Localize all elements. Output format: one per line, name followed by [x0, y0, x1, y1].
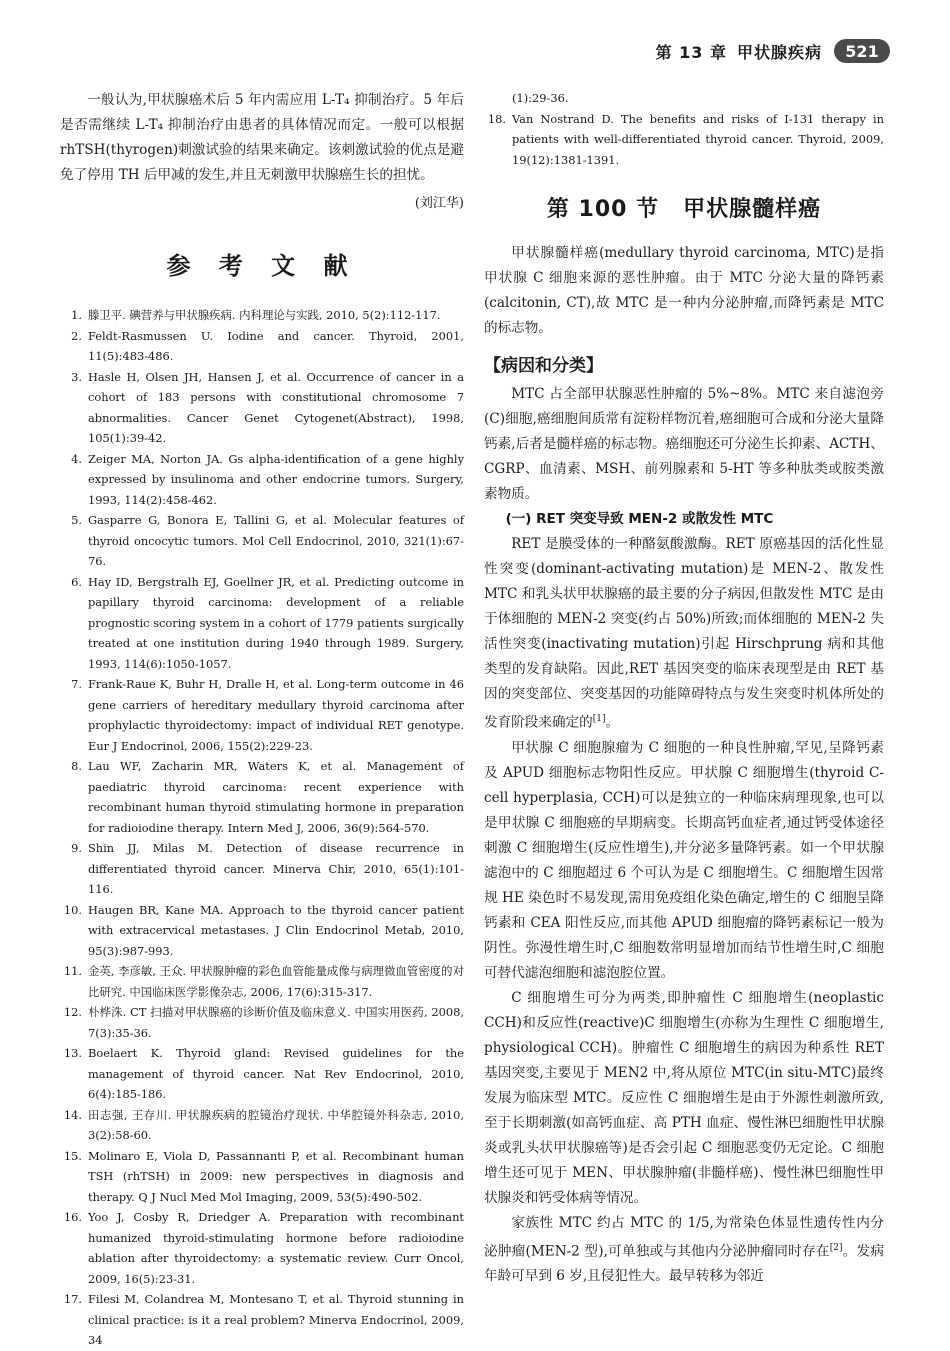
reference-text: Haugen BR, Kane MA. Approach to the thyroid cancer patient with extracervical metastases. J Clin Endocrinol Metab, 2010, 95(3):987-993. — [88, 902, 464, 958]
chapter-title: 甲状腺疾病 — [736, 42, 822, 62]
reference-item — [60, 838, 464, 900]
reference-item — [60, 1043, 464, 1105]
reference-number: 12. — [63, 1005, 82, 1019]
paragraph-c-cell: 甲状腺 C 细胞腺瘤为 C 细胞的一种良性肿瘤,罕见,呈降钙素及 APUD 细胞标志物阳性反应。甲状腺 C 细胞增生(thyroid C-cell hyperplasia, CCH)可以是独立的一种临床病理现象,也可以是甲状腺 C 细胞癌的早期病变。长期高钙血症者,通过钙受体途径刺激 C 细胞增生(反应性增生),并分泌多量降钙素。如一个甲状腺滤泡中的 C 细胞超过 6 个可认为是 C 细胞增生。C 细胞增生因常规 HE 染色时不易发现,需用免疫组化染色确定,增生的 C 细胞呈降钙素和 CEA 阳性反应,而其他 APUD 细胞瘤的降钙素标记一般为阴性。弥漫性增生时,C 细胞数常明显增加而结节性增生时,C 细胞可替代滤泡细胞和滤泡腔位置。 — [484, 739, 884, 981]
reference-list-continued — [484, 88, 884, 170]
page-number-badge: 521 — [834, 39, 890, 63]
reference-text: Gasparre G, Bonora E, Tallini G, et al. Molecular features of thyroid oncocytic tumors. Mol Cell Endocrinol, 2010, 321(1):67-76. — [88, 513, 464, 568]
reference-text: Van Nostrand D. The benefits and risks of I-131 therapy in patients with well-differentiated thyroid cancer. Thyroid, 2009, 19(12):1381-1391. — [512, 111, 884, 167]
section-heading — [484, 192, 884, 223]
reference-number: 2. — [71, 328, 82, 343]
reference-item — [60, 1289, 464, 1351]
chapter-label: 第 13 章 — [655, 42, 727, 62]
reference-text: 金英, 李彦敏, 王众. 甲状腺肿瘤的彩色血管能量成像与病理微血管密度的对比研究. 中国临床医学影像杂志, 2006, 17(6):315-317. — [88, 964, 464, 999]
reference-text: Hay ID, Bergstralh EJ, Goellner JR, et al. Predicting outcome in papillary thyroid carcinoma: development of a reliable prognostic scoring system in a cohort of 1779 patients surgically treated at one institution during 1940 through 1989. Surgery, 1993, 114(6):1050-1057. — [88, 574, 464, 671]
paragraph-cch: C 细胞增生可分为两类,即肿瘤性 C 细胞增生(neoplastic CCH)和反应性(reactive)C 细胞增生(亦称为生理性 C 细胞增生, physiological CCH)。肿瘤性 C 细胞增生的病因为种系性 RET 基因突变,主要见于 MEN2 中,将从原位 MTC(in situ-MTC)最终发展为临床型 MTC。反应性 C 细胞增生是由于外源性刺激所致,至于长期刺激(如高钙血症、高 PTH 血症、慢性淋巴细胞性甲状腺炎或乳头状甲状腺癌等)是否会引起 C 细胞恶变仍无定论。C 细胞增生还可见于 MEN、甲状腺肿瘤(非髓样癌)、慢性淋巴细胞性甲状腺炎和钙受体病等情况。 — [484, 989, 884, 1206]
subheading-etiology: 【病因和分类】 — [484, 356, 603, 376]
reference-item — [60, 1002, 464, 1043]
reference-item — [60, 674, 464, 756]
reference-text: Lau WF, Zacharin MR, Waters K, et al. Management of paediatric thyroid carcinoma: recent experience with recombinant human thyroid stimulating hormone in preparation for radioiodine therapy. Intern Med J, 2006, 36(9):564-570. — [88, 759, 464, 835]
reference-text: (1):29-36. — [512, 91, 569, 105]
reference-item — [60, 572, 464, 675]
reference-item — [60, 510, 464, 572]
reference-text: Hasle H, Olsen JH, Hansen J, et al. Occurrence of cancer in a cohort of 183 persons with constitutional chromosome 7 abnormalities. Cancer Genet Cytogenet(Abstract), 1998, 105(1):39-42. — [88, 369, 464, 445]
reference-text: 田志强, 王存川. 甲状腺疾病的腔镜治疗现状. 中华腔镜外科杂志, 2010, 3(2):58-60. — [88, 1107, 464, 1142]
reference-number: 4. — [71, 451, 82, 466]
reference-text: Feldt-Rasmussen U. Iodine and cancer. Thyroid, 2001, 11(5):483-486. — [88, 328, 464, 363]
reference-item — [60, 1105, 464, 1146]
reference-text: 朴桦洙. CT 扫描对甲状腺癌的诊断价值及临床意义. 中国实用医药, 2008, 7(3):35-36. — [88, 1005, 464, 1040]
reference-number: 7. — [71, 677, 82, 691]
reference-text: Filesi M, Colandrea M, Montesano T, et al. Thyroid stunning in clinical practice: is it a real problem? Minerva Endocrinol, 2009, 34 — [88, 1292, 464, 1347]
reference-number: 13. — [63, 1046, 82, 1060]
reference-item — [484, 88, 884, 109]
intro-paragraph: 一般认为,甲状腺癌术后 5 年内需应用 L-T₄ 抑制治疗。5 年后是否需继续 L-T₄ 抑制治疗由患者的具体情况而定。一般可以根据 rhTSH(thyrogen)刺激试验的结果来确定。该刺激试验的优点是避免了停用 TH 后甲减的发生,并且无刺激甲状腺癌生长的担忧。 — [60, 92, 464, 183]
reference-item — [60, 1207, 464, 1289]
section-intro: 甲状腺髓样癌(medullary thyroid carcinoma, MTC)是指甲状腺 C 细胞来源的恶性肿瘤。由于 MTC 分泌大量的降钙素(calcitonin, CT),故 MTC 是一种内分泌肿瘤,而降钙素是 MTC 的标志物。 — [484, 245, 884, 336]
reference-text: Zeiger MA, Norton JA. Gs alpha-identification of a gene highly expressed by insulinoma and other endocrine tumors. Surgery, 1993, 114(2):458-462. — [88, 451, 464, 507]
reference-list — [60, 305, 464, 1351]
reference-number: 6. — [71, 574, 82, 589]
author-credit: (刘江华) — [414, 196, 464, 211]
reference-number: 10. — [63, 902, 82, 917]
reference-text: Yoo J, Cosby R, Driedger A. Preparation with recombinant humanized thyroid-stimulating hormone before radioiodine ablation after thyroidectomy: a systematic review. Curr Oncol, 2009, 16(5):23-31. — [88, 1210, 464, 1286]
reference-number: 1. — [71, 308, 82, 322]
subsubheading-ret: (一) RET 突变导致 MEN-2 或散发性 MTC — [505, 511, 774, 527]
reference-number: 18. — [487, 111, 506, 126]
right-column — [484, 88, 884, 1289]
reference-text: 滕卫平. 碘营养与甲状腺疾病. 内科理论与实践, 2010, 5(2):112-117. — [88, 308, 441, 322]
reference-number: 11. — [63, 964, 82, 978]
paragraph-ret: RET 是膜受体的一种酪氨酸激酶。RET 原癌基因的活化性显性突变(dominant-activating mutation)是 MEN-2、散发性 MTC 和乳头状甲状腺癌的最主要的分子病因,但散发性 MTC 是由于体细胞的 MEN-2 突变(约占 50%)所致;而体细胞的 MEN-2 失活性突变(inactivating mutation)引起 Hirschprung 病和其他类型的发育缺陷。因此,RET 基因突变的临床表现型是由 RET 基因的突变部位、突变基因的功能障碍特点与发生突变时机体所处的发育阶段来确定的[1]。 — [484, 536, 884, 731]
reference-text: Shin JJ, Milas M. Detection of disease recurrence in differentiated thyroid cancer. Minerva Chir, 2010, 65(1):101-116. — [88, 841, 464, 896]
reference-text: Boelaert K. Thyroid gland: Revised guidelines for the management of thyroid cancer. Nat Rev Endocrinol, 2010, 6(4):185-186. — [88, 1046, 464, 1101]
reference-item — [60, 961, 464, 1002]
reference-number: 9. — [71, 841, 82, 855]
reference-item — [60, 367, 464, 449]
reference-item — [60, 449, 464, 511]
page-header — [630, 38, 890, 64]
reference-number: 14. — [63, 1107, 82, 1122]
reference-item — [60, 1146, 464, 1208]
reference-item — [60, 305, 464, 326]
reference-item — [60, 326, 464, 367]
reference-item — [60, 756, 464, 838]
reference-number: 17. — [63, 1292, 82, 1306]
reference-number: 5. — [71, 513, 82, 527]
reference-item — [60, 900, 464, 962]
references-title: 参 考 文 献 — [166, 252, 358, 280]
left-column — [60, 88, 464, 1351]
citation: [1] — [592, 714, 606, 724]
reference-number: 16. — [63, 1210, 82, 1224]
reference-text: Frank-Raue K, Buhr H, Dralle H, et al. Long-term outcome in 46 gene carriers of hereditary medullary thyroid carcinoma after prophylactic thyroidectomy: impact of individual RET genotype. Eur J Endocrinol, 2006, 155(2):229-23. — [88, 677, 464, 753]
paragraph-incidence: MTC 占全部甲状腺恶性肿瘤的 5%~8%。MTC 来自滤泡旁(C)细胞,癌细胞间质常有淀粉样物沉着,癌细胞可合成和分泌大量降钙素,后者是髓样癌的标志物。癌细胞还可分泌生长抑素、ACTH、CGRP、血清素、MSH、前列腺素和 5-HT 等多种肽类或胺类激素物质。 — [484, 386, 884, 502]
reference-text: Molinaro E, Viola D, Passannanti P, et al. Recombinant human TSH (rhTSH) in 2009: new perspectives in diagnosis and therapy. Q J Nucl Med Mol Imaging, 2009, 53(5):490-502. — [88, 1148, 464, 1204]
reference-item — [484, 109, 884, 171]
citation: [2] — [829, 1242, 843, 1253]
reference-number: 8. — [71, 759, 82, 773]
paragraph-familial: 家族性 MTC 约占 MTC 的 1/5,为常染色体显性遗传性内分泌肿瘤(MEN-2 型),可单独或与其他内分泌肿瘤同时存在[2]。发病年龄可早到 6 岁,且侵犯性大。最早转移为邻近 — [484, 1214, 884, 1285]
reference-number: 3. — [71, 369, 82, 384]
section-title: 甲状腺髓样癌 — [683, 197, 822, 222]
section-number: 第 100 节 — [546, 197, 660, 222]
reference-number: 15. — [63, 1148, 82, 1163]
